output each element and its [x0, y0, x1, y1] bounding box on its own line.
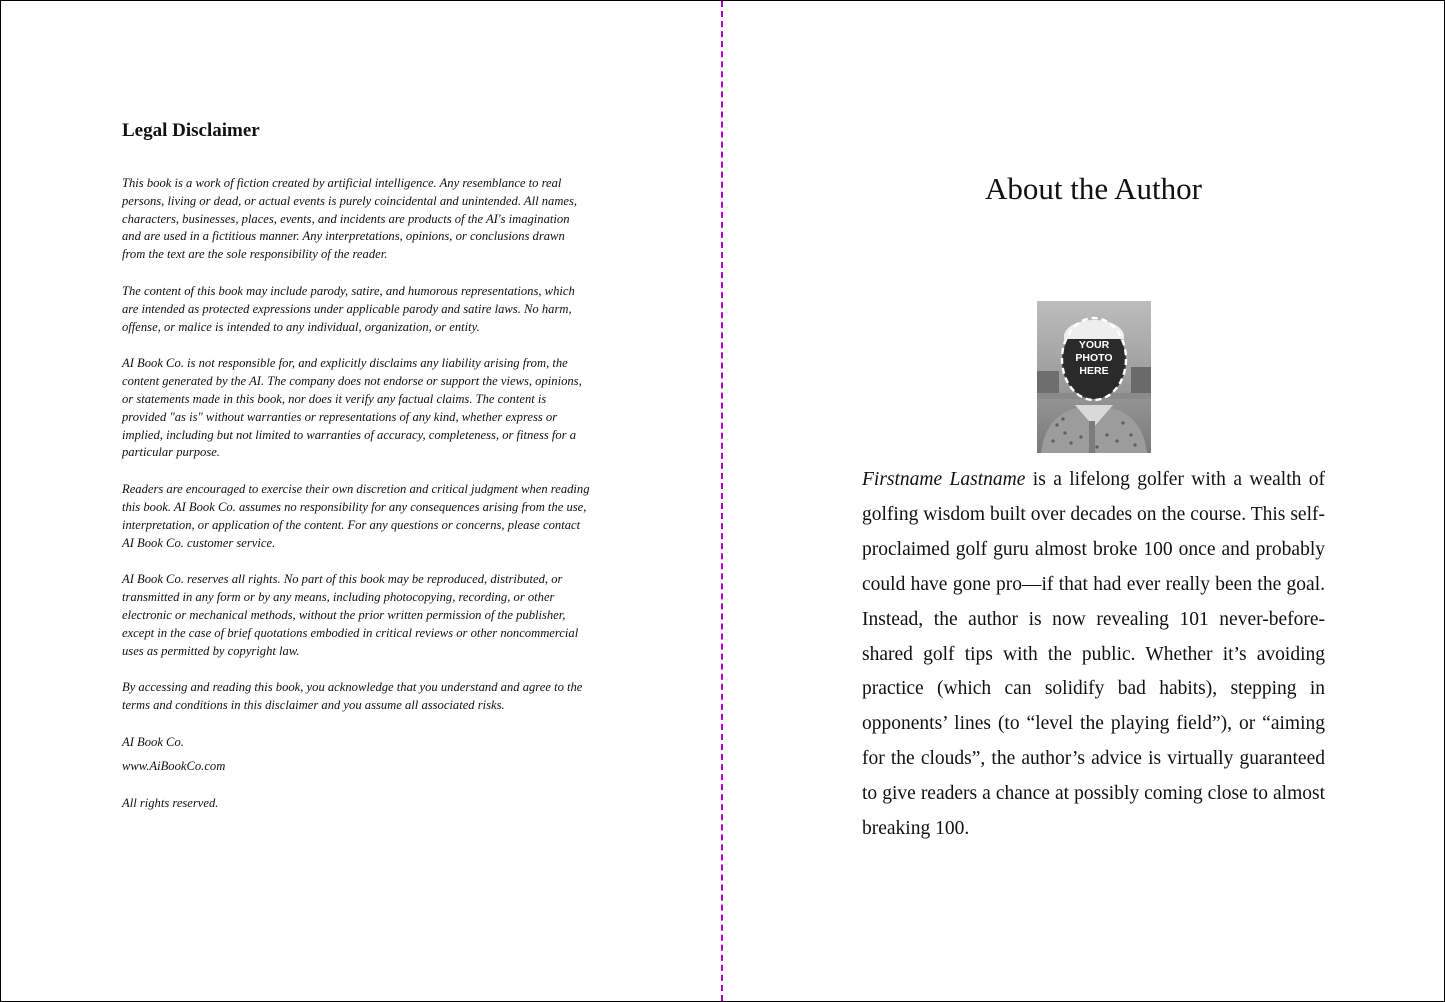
disclaimer-paragraph: AI Book Co. reserves all rights. No part of this book may be reproduced, distributed, or transmitted in any form or by any means, including photocopying, recording, or other electronic or mechanical methods, without the prior written permission of the publisher, except in the case of brief quotations embodied in critical reviews or other noncommercial uses as permitted by copyright law.	[122, 572, 579, 658]
left-page	[1, 1, 721, 1001]
disclaimer-heading: Legal Disclaimer	[122, 120, 260, 141]
disclaimer-paragraph: The content of this book may include parody, satire, and humorous representations, which are intended as protected expressions under applicable parody and satire laws. No harm, offense, or malice is intended to any individual, organization, or entity.	[122, 283, 575, 334]
disclaimer-paragraph: AI Book Co. is not responsible for, and explicitly disclaims any liability arising from, the content generated by the AI. The company does not endorse or support the views, opinions, or statements made in this book, nor does it verify any factual claims. The content is provided "as is" without warranties or representations of any kind, whether express or implied, including but not limited to warranties of accuracy, completeness, or fitness for a particular purpose.	[122, 356, 582, 460]
photo-caption-line: PHOTO	[1075, 352, 1113, 364]
about-author-title: About the Author	[985, 171, 1202, 206]
disclaimer-paragraph: This book is a work of fiction created by artificial intelligence. Any resemblance to real persons, living or dead, or actual events is purely coincidental and unintended. All names, characters, businesses, places, events, and incidents are products of the AI's imagination and are used in a fictitious manner. Any interpretations, opinions, or conclusions drawn from the text are the sole responsibility of the reader.	[122, 176, 578, 262]
author-bio	[862, 463, 1325, 847]
disclaimer-paragraph: By accessing and reading this book, you acknowledge that you understand and agree to the terms and conditions in this disclaimer and you assume all associated risks.	[122, 680, 583, 713]
publisher-website: www.AiBookCo.com	[122, 758, 226, 773]
legal-disclaimer	[122, 120, 590, 831]
photo-caption-line: HERE	[1079, 365, 1109, 377]
publisher-name: AI Book Co.	[122, 734, 184, 749]
author-name: Firstname Lastname	[862, 469, 1026, 490]
right-page	[723, 1, 1444, 1001]
author-photo-placeholder	[1037, 301, 1151, 453]
disclaimer-paragraph: Readers are encouraged to exercise their own discretion and critical judgment when reading this book. AI Book Co. assumes no responsibility for any consequences arising from the use, interpretation, or application of the content. For any questions or concerns, please contact AI Book Co. customer service.	[122, 482, 590, 550]
rights-statement: All rights reserved.	[122, 795, 219, 810]
photo-caption-line: YOUR	[1078, 339, 1110, 351]
author-bio-text: is a lifelong golfer with a wealth of golfing wisdom built over decades on the course. This self-proclaimed golf guru almost broke 100 once and probably could have gone pro—if that had ever really been the goal. Instead, the author is now revealing 101 never-before-shared golf tips with the public. Whether it’s avoiding practice (which can solidify bad habits), stepping in opponents’ lines (to “level the playing field”), or “aiming for the clouds”, the author’s advice is virtually guaranteed to give readers a chance at possibly coming close to almost breaking 100.	[862, 469, 1326, 840]
